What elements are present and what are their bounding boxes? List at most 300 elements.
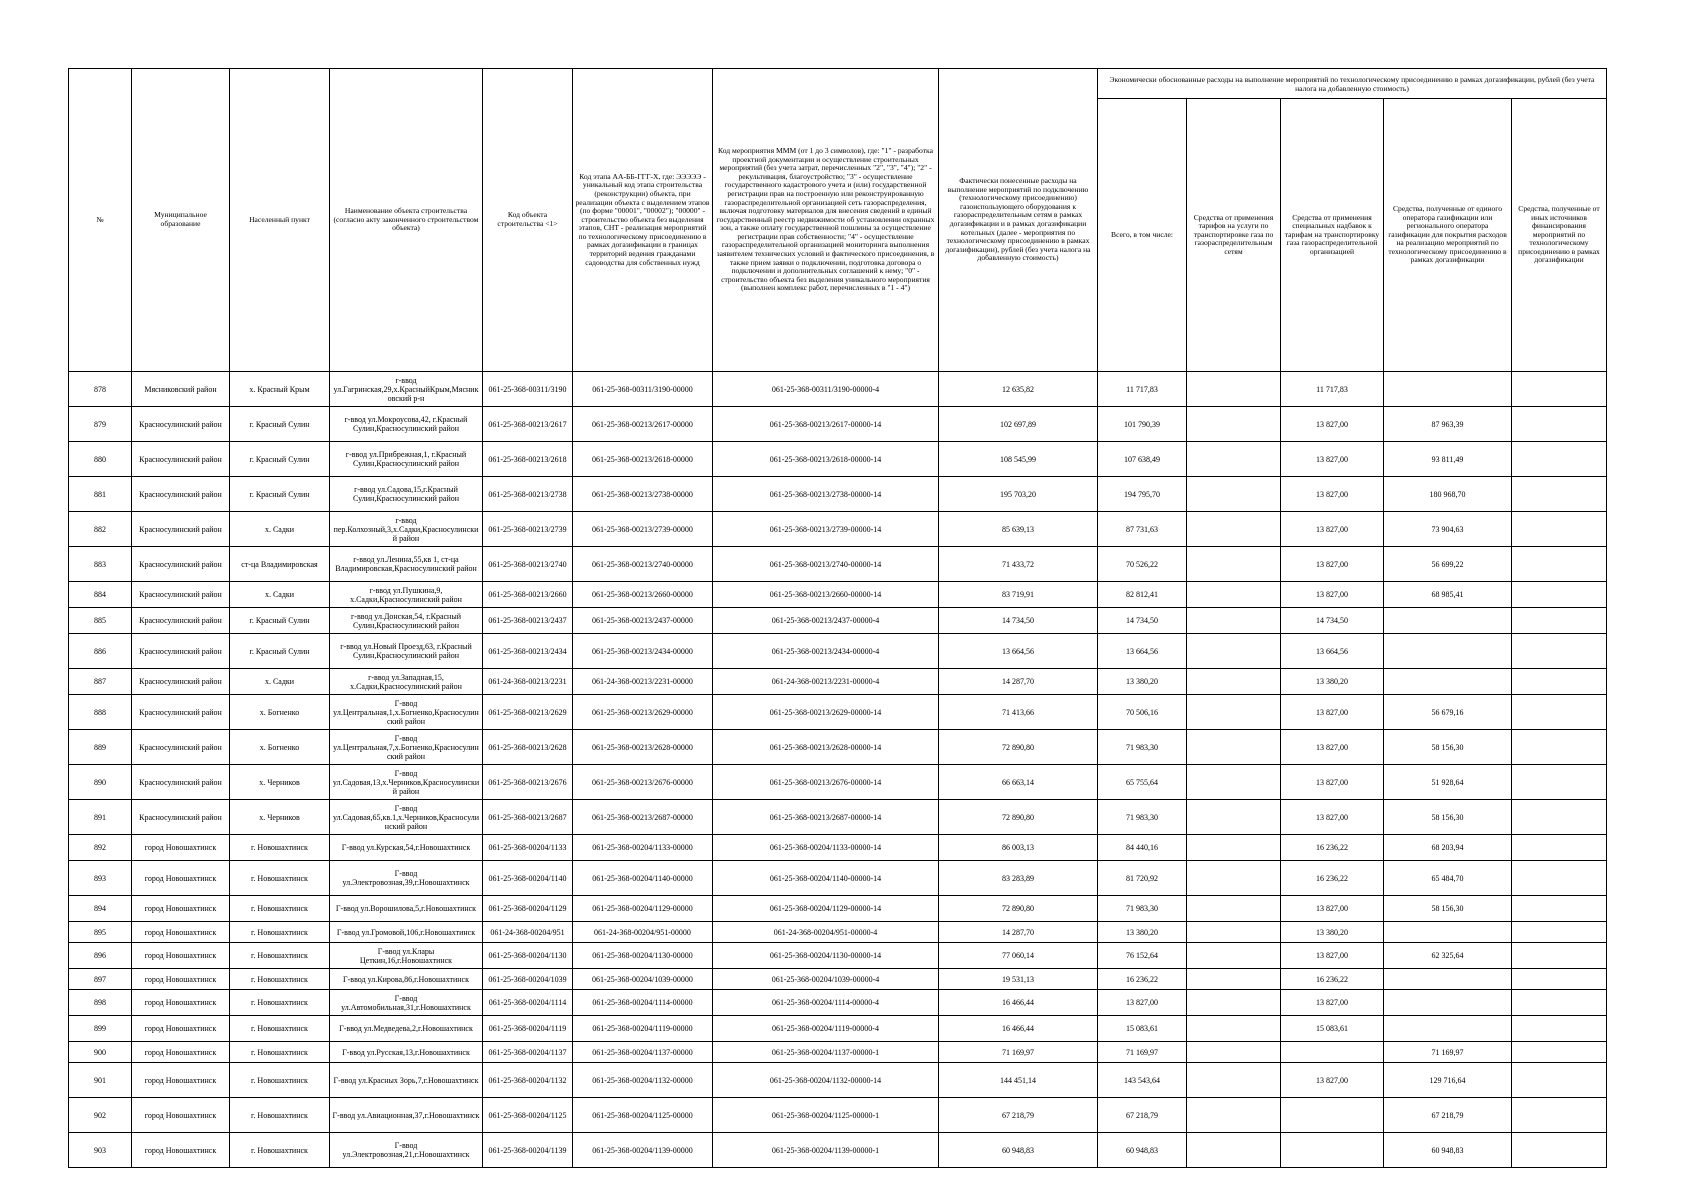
cell-special-surcharge: 13 827,00 [1281, 1063, 1384, 1098]
cell-no: 899 [69, 1016, 132, 1042]
cell-settlement: г. Новошахтинск [230, 1042, 330, 1063]
cell-single-operator [1384, 669, 1512, 695]
cell-object-name: Г-ввод ул.Красных Зорь,7,г.Новошахтинск [330, 1063, 483, 1098]
cell-actual-costs: 72 890,80 [939, 730, 1098, 765]
cell-stage-code: 061-25-368-00213/2676-00000 [573, 765, 713, 800]
cell-event-code: 061-25-368-00204/1125-00000-1 [713, 1098, 939, 1133]
cell-event-code: 061-25-368-00213/2660-00000-14 [713, 582, 939, 608]
cell-stage-code: 061-25-368-00204/1137-00000 [573, 1042, 713, 1063]
cell-total: 13 380,20 [1098, 922, 1187, 943]
cell-object-code: 061-25-368-00213/2618 [483, 442, 573, 477]
cell-actual-costs: 86 003,13 [939, 835, 1098, 861]
cell-settlement: г. Красный Сулин [230, 634, 330, 669]
cell-tariff-transport [1187, 634, 1281, 669]
cell-other-sources [1512, 372, 1607, 407]
cell-object-name: г-ввод ул.Мокроусова,42, г.Красный Сулин,Красносулинский район [330, 407, 483, 442]
cell-actual-costs: 77 060,14 [939, 943, 1098, 969]
cell-no: 880 [69, 442, 132, 477]
cell-total: 76 152,64 [1098, 943, 1187, 969]
cell-municipality: город Новошахтинск [132, 1016, 230, 1042]
cell-single-operator [1384, 990, 1512, 1016]
cell-tariff-transport [1187, 477, 1281, 512]
cell-municipality: Красносулинский район [132, 669, 230, 695]
cell-municipality: Мясниковский район [132, 372, 230, 407]
cell-object-name: г-ввод ул.Гагринская,29,х.КрасныйКрым,Мясниковский р-н [330, 372, 483, 407]
cell-no: 888 [69, 695, 132, 730]
cell-object-name: г-ввод пер.Колхозный,3,х.Садки,Красносулинский район [330, 512, 483, 547]
cell-object-code: 061-25-368-00213/2660 [483, 582, 573, 608]
cell-stage-code: 061-25-368-00204/1039-00000 [573, 969, 713, 990]
cell-settlement: г. Новошахтинск [230, 969, 330, 990]
cell-tariff-transport [1187, 1042, 1281, 1063]
cell-settlement: х. Черников [230, 765, 330, 800]
cell-stage-code: 061-25-368-00311/3190-00000 [573, 372, 713, 407]
cell-single-operator [1384, 922, 1512, 943]
cell-single-operator: 87 963,39 [1384, 407, 1512, 442]
table-row [69, 730, 1607, 765]
cell-special-surcharge: 13 827,00 [1281, 477, 1384, 512]
cell-total: 82 812,41 [1098, 582, 1187, 608]
cell-object-name: Г-ввод ул.Ворошилова,5,г.Новошахтинск [330, 896, 483, 922]
cell-municipality: Красносулинский район [132, 634, 230, 669]
cell-no: 886 [69, 634, 132, 669]
cell-object-name: Г-ввод ул.Русская,13,г.Новошахтинск [330, 1042, 483, 1063]
cell-single-operator [1384, 372, 1512, 407]
cell-other-sources [1512, 896, 1607, 922]
cell-no: 887 [69, 669, 132, 695]
cell-actual-costs: 16 466,44 [939, 1016, 1098, 1042]
cell-no: 897 [69, 969, 132, 990]
cell-other-sources [1512, 990, 1607, 1016]
cell-special-surcharge: 13 827,00 [1281, 407, 1384, 442]
cell-stage-code: 061-25-368-00213/2618-00000 [573, 442, 713, 477]
cell-stage-code: 061-25-368-00204/1132-00000 [573, 1063, 713, 1098]
cell-other-sources [1512, 1133, 1607, 1168]
cell-municipality: Красносулинский район [132, 800, 230, 835]
cell-special-surcharge: 13 827,00 [1281, 730, 1384, 765]
cell-tariff-transport [1187, 800, 1281, 835]
cell-stage-code: 061-24-368-00204/951-00000 [573, 922, 713, 943]
cell-no: 879 [69, 407, 132, 442]
table-row [69, 442, 1607, 477]
cell-tariff-transport [1187, 1098, 1281, 1133]
cell-stage-code: 061-25-368-00213/2628-00000 [573, 730, 713, 765]
cell-tariff-transport [1187, 608, 1281, 634]
table-row [69, 372, 1607, 407]
cell-event-code: 061-25-368-00213/2618-00000-14 [713, 442, 939, 477]
cell-object-code: 061-25-368-00213/2629 [483, 695, 573, 730]
cell-object-code: 061-25-368-00213/2437 [483, 608, 573, 634]
cell-object-name: г-ввод ул.Западная,15, х.Садки,Красносулинский район [330, 669, 483, 695]
cell-event-code: 061-25-368-00204/1114-00000-4 [713, 990, 939, 1016]
cell-municipality: город Новошахтинск [132, 896, 230, 922]
cell-actual-costs: 72 890,80 [939, 800, 1098, 835]
cell-no: 901 [69, 1063, 132, 1098]
cell-special-surcharge: 16 236,22 [1281, 969, 1384, 990]
cell-settlement: г. Новошахтинск [230, 943, 330, 969]
table-header [69, 69, 1607, 372]
cell-actual-costs: 72 890,80 [939, 896, 1098, 922]
cell-total: 60 948,83 [1098, 1133, 1187, 1168]
table-row [69, 547, 1607, 582]
header-no: № [69, 69, 132, 372]
cell-object-name: Г-ввод ул.Автомобильная,31,г.Новошахтинск [330, 990, 483, 1016]
cell-stage-code: 061-24-368-00213/2231-00000 [573, 669, 713, 695]
register-table [68, 68, 1607, 1168]
cell-municipality: город Новошахтинск [132, 1063, 230, 1098]
cell-single-operator: 68 203,94 [1384, 835, 1512, 861]
cell-actual-costs: 19 531,13 [939, 969, 1098, 990]
cell-object-name: г-ввод ул.Донская,54, г.Красный Сулин,Красносулинский район [330, 608, 483, 634]
cell-no: 883 [69, 547, 132, 582]
cell-no: 895 [69, 922, 132, 943]
cell-municipality: город Новошахтинск [132, 922, 230, 943]
cell-object-name: Г-ввод ул.Электровозная,39,г.Новошахтинск [330, 861, 483, 896]
cell-other-sources [1512, 1063, 1607, 1098]
cell-municipality: Красносулинский район [132, 477, 230, 512]
cell-event-code: 061-25-368-00213/2687-00000-14 [713, 800, 939, 835]
cell-special-surcharge [1281, 1133, 1384, 1168]
cell-other-sources [1512, 922, 1607, 943]
cell-actual-costs: 66 663,14 [939, 765, 1098, 800]
cell-actual-costs: 13 664,56 [939, 634, 1098, 669]
cell-single-operator: 68 985,41 [1384, 582, 1512, 608]
cell-special-surcharge: 15 083,61 [1281, 1016, 1384, 1042]
cell-tariff-transport [1187, 582, 1281, 608]
cell-no: 894 [69, 896, 132, 922]
cell-settlement: х. Садки [230, 669, 330, 695]
cell-other-sources [1512, 1016, 1607, 1042]
cell-object-code: 061-25-368-00204/1133 [483, 835, 573, 861]
table-row [69, 1098, 1607, 1133]
cell-settlement: г. Новошахтинск [230, 990, 330, 1016]
cell-tariff-transport [1187, 835, 1281, 861]
header-municipality: Муниципальное образование [132, 69, 230, 372]
cell-event-code: 061-25-368-00213/2434-00000-4 [713, 634, 939, 669]
cell-tariff-transport [1187, 969, 1281, 990]
table-row [69, 1133, 1607, 1168]
cell-single-operator: 58 156,30 [1384, 896, 1512, 922]
cell-stage-code: 061-25-368-00204/1139-00000 [573, 1133, 713, 1168]
table-row [69, 695, 1607, 730]
cell-total: 65 755,64 [1098, 765, 1187, 800]
cell-special-surcharge: 13 827,00 [1281, 582, 1384, 608]
cell-municipality: город Новошахтинск [132, 943, 230, 969]
cell-event-code: 061-24-368-00204/951-00000-4 [713, 922, 939, 943]
table-body [69, 372, 1607, 1168]
cell-no: 891 [69, 800, 132, 835]
cell-special-surcharge [1281, 1098, 1384, 1133]
header-settlement: Населенный пункт [230, 69, 330, 372]
cell-other-sources [1512, 861, 1607, 896]
cell-object-code: 061-25-368-00213/2628 [483, 730, 573, 765]
cell-object-name: г-ввод ул.Прибрежная,1, г.Красный Сулин,Красносулинский район [330, 442, 483, 477]
cell-object-name: г-ввод ул.Ленина,55,кв 1, ст-ца Владимировская,Красносулинский район [330, 547, 483, 582]
cell-tariff-transport [1187, 407, 1281, 442]
cell-settlement: г. Новошахтинск [230, 1063, 330, 1098]
cell-settlement: г. Красный Сулин [230, 407, 330, 442]
cell-single-operator: 73 904,63 [1384, 512, 1512, 547]
cell-no: 900 [69, 1042, 132, 1063]
cell-other-sources [1512, 1098, 1607, 1133]
cell-stage-code: 061-25-368-00204/1129-00000 [573, 896, 713, 922]
table-row [69, 1063, 1607, 1098]
cell-settlement: х. Красный Крым [230, 372, 330, 407]
cell-municipality: Красносулинский район [132, 512, 230, 547]
cell-municipality: Красносулинский район [132, 547, 230, 582]
cell-total: 14 734,50 [1098, 608, 1187, 634]
cell-event-code: 061-25-368-00204/1139-00000-1 [713, 1133, 939, 1168]
cell-tariff-transport [1187, 372, 1281, 407]
cell-total: 107 638,49 [1098, 442, 1187, 477]
cell-settlement: г. Новошахтинск [230, 896, 330, 922]
cell-single-operator: 60 948,83 [1384, 1133, 1512, 1168]
cell-object-code: 061-25-368-00213/2687 [483, 800, 573, 835]
table-row [69, 1042, 1607, 1063]
cell-object-code: 061-25-368-00213/2434 [483, 634, 573, 669]
table-row [69, 477, 1607, 512]
cell-tariff-transport [1187, 943, 1281, 969]
table-row [69, 765, 1607, 800]
cell-total: 71 983,30 [1098, 800, 1187, 835]
cell-tariff-transport [1187, 669, 1281, 695]
cell-municipality: Красносулинский район [132, 730, 230, 765]
cell-object-code: 061-25-368-00204/1129 [483, 896, 573, 922]
cell-no: 882 [69, 512, 132, 547]
cell-municipality: город Новошахтинск [132, 969, 230, 990]
header-object-name: Наименование объекта строительства (согласно акту законченного строительством объекта) [330, 69, 483, 372]
cell-tariff-transport [1187, 896, 1281, 922]
cell-tariff-transport [1187, 861, 1281, 896]
cell-settlement: х. Садки [230, 582, 330, 608]
cell-stage-code: 061-25-368-00204/1114-00000 [573, 990, 713, 1016]
cell-settlement: х. Богненко [230, 730, 330, 765]
cell-stage-code: 061-25-368-00204/1125-00000 [573, 1098, 713, 1133]
cell-municipality: город Новошахтинск [132, 1042, 230, 1063]
cell-settlement: г. Красный Сулин [230, 477, 330, 512]
cell-special-surcharge: 13 380,20 [1281, 922, 1384, 943]
cell-event-code: 061-25-368-00204/1130-00000-14 [713, 943, 939, 969]
cell-special-surcharge [1281, 1042, 1384, 1063]
cell-municipality: город Новошахтинск [132, 861, 230, 896]
cell-object-name: г-ввод ул.Садова,15,г.Красный Сулин,Красносулинский район [330, 477, 483, 512]
cell-total: 67 218,79 [1098, 1098, 1187, 1133]
cell-municipality: Красносулинский район [132, 765, 230, 800]
cell-actual-costs: 108 545,99 [939, 442, 1098, 477]
cell-special-surcharge: 13 827,00 [1281, 896, 1384, 922]
cell-object-code: 061-25-368-00204/1039 [483, 969, 573, 990]
table-row [69, 1016, 1607, 1042]
cell-total: 71 983,30 [1098, 896, 1187, 922]
header-group-justified-costs: Экономически обоснованные расходы на выполнение мероприятий по технологическому присоединению в рамках догазификации, рублей (без учета налога на добавленную стоимость) [1098, 69, 1607, 99]
cell-stage-code: 061-25-368-00213/2660-00000 [573, 582, 713, 608]
table-row [69, 669, 1607, 695]
cell-total: 84 440,16 [1098, 835, 1187, 861]
cell-single-operator: 58 156,30 [1384, 730, 1512, 765]
cell-object-code: 061-25-368-00204/1137 [483, 1042, 573, 1063]
cell-event-code: 061-25-368-00213/2740-00000-14 [713, 547, 939, 582]
cell-single-operator: 58 156,30 [1384, 800, 1512, 835]
cell-object-name: Г-ввод ул.Садовая,13,х.Черников,Красносулинский район [330, 765, 483, 800]
cell-other-sources [1512, 669, 1607, 695]
cell-event-code: 061-25-368-00204/1133-00000-14 [713, 835, 939, 861]
cell-other-sources [1512, 477, 1607, 512]
cell-other-sources [1512, 608, 1607, 634]
cell-single-operator: 62 325,64 [1384, 943, 1512, 969]
cell-special-surcharge: 13 380,20 [1281, 669, 1384, 695]
table-row [69, 512, 1607, 547]
table-row [69, 990, 1607, 1016]
cell-municipality: город Новошахтинск [132, 990, 230, 1016]
cell-object-name: Г-ввод ул.Кирова,86,г.Новошахтинск [330, 969, 483, 990]
cell-no: 878 [69, 372, 132, 407]
cell-object-name: Г-ввод ул.Медведева,2,г.Новошахтинск [330, 1016, 483, 1042]
cell-actual-costs: 102 697,89 [939, 407, 1098, 442]
cell-single-operator: 56 679,16 [1384, 695, 1512, 730]
cell-stage-code: 061-25-368-00204/1130-00000 [573, 943, 713, 969]
cell-actual-costs: 71 169,97 [939, 1042, 1098, 1063]
cell-special-surcharge: 13 827,00 [1281, 442, 1384, 477]
cell-object-name: г-ввод ул.Новый Проезд,63, г.Красный Сулин,Красносулинский район [330, 634, 483, 669]
cell-total: 70 506,16 [1098, 695, 1187, 730]
header-tariff-transport: Средства от применения тарифов на услуги по транспортировке газа по газораспределительным сетям [1187, 99, 1281, 372]
cell-object-name: Г-ввод ул.Громовой,106,г.Новошахтинск [330, 922, 483, 943]
cell-object-code: 061-24-368-00204/951 [483, 922, 573, 943]
cell-object-code: 061-25-368-00311/3190 [483, 372, 573, 407]
cell-settlement: х. Богненко [230, 695, 330, 730]
cell-settlement: г. Новошахтинск [230, 861, 330, 896]
cell-settlement: ст-ца Владимировская [230, 547, 330, 582]
header-object-code: Код объекта строительства <1> [483, 69, 573, 372]
table-row [69, 969, 1607, 990]
cell-object-code: 061-25-368-00204/1114 [483, 990, 573, 1016]
cell-special-surcharge: 16 236,22 [1281, 861, 1384, 896]
cell-stage-code: 061-25-368-00213/2739-00000 [573, 512, 713, 547]
cell-tariff-transport [1187, 730, 1281, 765]
cell-other-sources [1512, 634, 1607, 669]
cell-total: 143 543,64 [1098, 1063, 1187, 1098]
cell-no: 892 [69, 835, 132, 861]
cell-special-surcharge: 13 827,00 [1281, 800, 1384, 835]
header-actual-costs: Фактически понесенные расходы на выполнение мероприятий по подключению (технологическому присоединению) газоиспользующего оборудования к газораспределительным сетям в рамках догазификации и в рамках догазификации котельных (далее - мероприятия по технологическому присоединению в рамках догазификации), рублей (без учета налога на добавленную стоимость) [939, 69, 1098, 372]
cell-object-name: Г-ввод ул.Центральная,7,х.Богненко,Красносулинский район [330, 730, 483, 765]
cell-object-name: Г-ввод ул.Центральная,1,х.Богненко,Красносулинский район [330, 695, 483, 730]
cell-single-operator: 51 928,64 [1384, 765, 1512, 800]
cell-other-sources [1512, 407, 1607, 442]
cell-municipality: Красносулинский район [132, 695, 230, 730]
cell-settlement: г. Новошахтинск [230, 1098, 330, 1133]
cell-tariff-transport [1187, 1133, 1281, 1168]
cell-settlement: г. Новошахтинск [230, 922, 330, 943]
table-row [69, 943, 1607, 969]
cell-settlement: г. Красный Сулин [230, 442, 330, 477]
cell-object-code: 061-25-368-00204/1125 [483, 1098, 573, 1133]
cell-special-surcharge: 13 827,00 [1281, 695, 1384, 730]
cell-settlement: г. Красный Сулин [230, 608, 330, 634]
cell-tariff-transport [1187, 1016, 1281, 1042]
cell-special-surcharge: 13 827,00 [1281, 512, 1384, 547]
table-row [69, 608, 1607, 634]
cell-other-sources [1512, 730, 1607, 765]
cell-single-operator: 93 811,49 [1384, 442, 1512, 477]
cell-no: 896 [69, 943, 132, 969]
cell-special-surcharge: 13 827,00 [1281, 765, 1384, 800]
cell-no: 898 [69, 990, 132, 1016]
cell-single-operator [1384, 608, 1512, 634]
cell-event-code: 061-24-368-00213/2231-00000-4 [713, 669, 939, 695]
cell-total: 71 169,97 [1098, 1042, 1187, 1063]
table-row [69, 582, 1607, 608]
cell-object-name: г-ввод ул.Пушкина,9, х.Садки,Красносулинский район [330, 582, 483, 608]
header-special-surcharge: Средства от применения специальных надбавок к тарифам на транспортировку газа газораспределительной организацией [1281, 99, 1384, 372]
cell-stage-code: 061-25-368-00213/2617-00000 [573, 407, 713, 442]
cell-event-code: 061-25-368-00213/2629-00000-14 [713, 695, 939, 730]
cell-event-code: 061-25-368-00213/2738-00000-14 [713, 477, 939, 512]
cell-object-name: Г-ввод ул.Электровозная,21,г.Новошахтинск [330, 1133, 483, 1168]
cell-total: 13 827,00 [1098, 990, 1187, 1016]
cell-other-sources [1512, 1042, 1607, 1063]
cell-special-surcharge: 16 236,22 [1281, 835, 1384, 861]
cell-special-surcharge: 13 827,00 [1281, 943, 1384, 969]
cell-special-surcharge: 13 827,00 [1281, 547, 1384, 582]
cell-stage-code: 061-25-368-00204/1140-00000 [573, 861, 713, 896]
cell-single-operator [1384, 969, 1512, 990]
cell-actual-costs: 71 433,72 [939, 547, 1098, 582]
cell-total: 16 236,22 [1098, 969, 1187, 990]
cell-object-code: 061-25-368-00213/2740 [483, 547, 573, 582]
table-row [69, 634, 1607, 669]
cell-stage-code: 061-25-368-00213/2740-00000 [573, 547, 713, 582]
cell-total: 81 720,92 [1098, 861, 1187, 896]
cell-settlement: х. Садки [230, 512, 330, 547]
cell-object-code: 061-25-368-00204/1132 [483, 1063, 573, 1098]
cell-single-operator [1384, 1016, 1512, 1042]
table-row [69, 407, 1607, 442]
cell-tariff-transport [1187, 1063, 1281, 1098]
table-row [69, 861, 1607, 896]
cell-total: 194 795,70 [1098, 477, 1187, 512]
cell-other-sources [1512, 695, 1607, 730]
cell-settlement: г. Новошахтинск [230, 1133, 330, 1168]
cell-municipality: город Новошахтинск [132, 1098, 230, 1133]
header-total: Всего, в том числе: [1098, 99, 1187, 372]
cell-tariff-transport [1187, 922, 1281, 943]
cell-no: 902 [69, 1098, 132, 1133]
header-event-code: Код мероприятия МММ (от 1 до 3 символов), где: "1" - разработка проектной документации и осуществление строительных мероприятий (без учета затрат, перечисленных "2", "3", "4"); "2" - рекультивация, благоустройство; "3" - осуществление государственного кадастрового учета и (или) государственной регистрации прав на построенную или реконструированную газораспределительной организацией сеть газораспределения, включая подготовку материалов для внесения сведений в единый государственный реестр недвижимости об установлении охранных зон, а также оплату государственной пошлины за осуществление регистрации прав собственности; "4" - осуществление газораспределительной организацией мониторинга выполнения заявителем технических условий и фактического присоединения, в также прием заявки о подключении, подготовка договора о подключении и дополнительных соглашений к нему; "0" - строительство объекта без выделения уникального мероприятия (выполнен комплекс работ, перечисленных в "1 - 4") [713, 69, 939, 372]
cell-total: 87 731,63 [1098, 512, 1187, 547]
cell-tariff-transport [1187, 765, 1281, 800]
cell-event-code: 061-25-368-00213/2617-00000-14 [713, 407, 939, 442]
cell-other-sources [1512, 969, 1607, 990]
cell-total: 13 664,56 [1098, 634, 1187, 669]
cell-municipality: Красносулинский район [132, 442, 230, 477]
header-single-operator: Средства, полученные от единого оператора газификации или регионального оператора газификации для покрытия расходов на реализацию мероприятий по технологическому присоединению в рамках догазификации [1384, 99, 1512, 372]
cell-stage-code: 061-25-368-00213/2437-00000 [573, 608, 713, 634]
cell-other-sources [1512, 800, 1607, 835]
cell-stage-code: 061-25-368-00204/1133-00000 [573, 835, 713, 861]
cell-actual-costs: 16 466,44 [939, 990, 1098, 1016]
cell-special-surcharge: 14 734,50 [1281, 608, 1384, 634]
cell-settlement: г. Новошахтинск [230, 835, 330, 861]
cell-municipality: город Новошахтинск [132, 1133, 230, 1168]
cell-tariff-transport [1187, 547, 1281, 582]
cell-other-sources [1512, 582, 1607, 608]
cell-actual-costs: 14 287,70 [939, 669, 1098, 695]
cell-actual-costs: 14 287,70 [939, 922, 1098, 943]
cell-municipality: Красносулинский район [132, 582, 230, 608]
cell-event-code: 061-25-368-00204/1119-00000-4 [713, 1016, 939, 1042]
cell-special-surcharge: 11 717,83 [1281, 372, 1384, 407]
